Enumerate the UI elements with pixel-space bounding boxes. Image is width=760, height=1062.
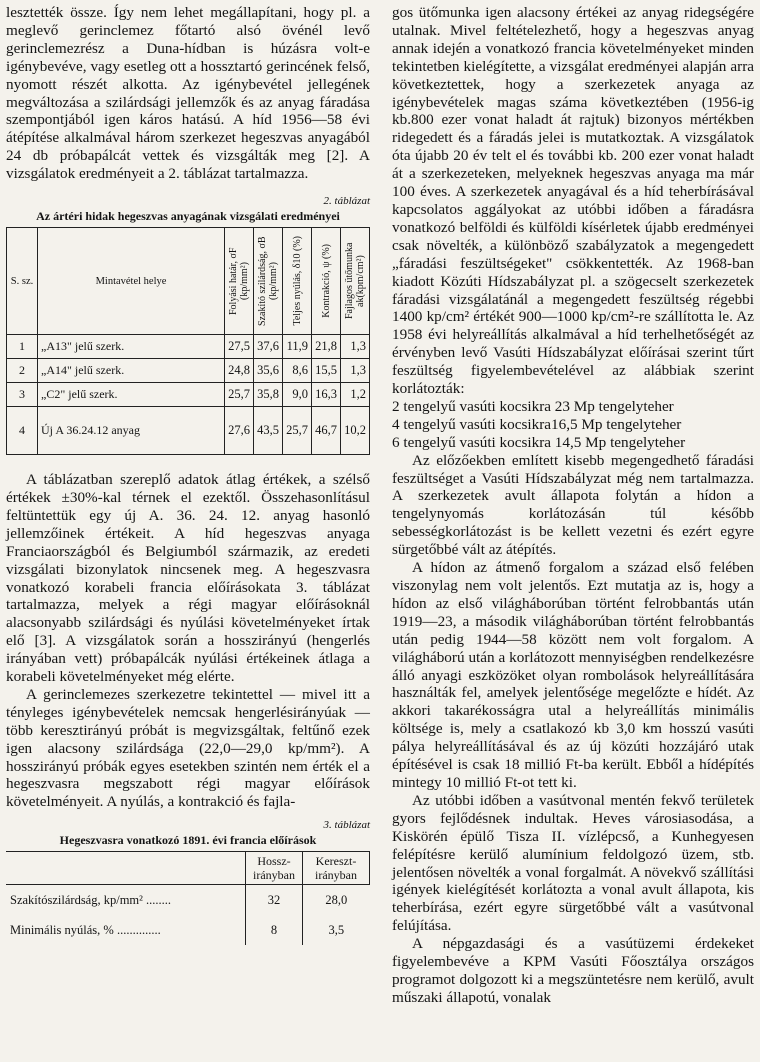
cell-value: 1,2 xyxy=(341,383,370,407)
cell-value: 43,5 xyxy=(254,407,283,455)
table2-header-elongation: Teljes nyúlás, δ10 (%) xyxy=(283,228,312,335)
row-place: „A14" jelű szerk. xyxy=(38,359,225,383)
row-place: Új A 36.24.12 anyag xyxy=(38,407,225,455)
table2-header-yield: Folyási határ, σF (kp/mm²) xyxy=(225,228,254,335)
cell-value: 35,8 xyxy=(254,383,283,407)
cell-value: 8,6 xyxy=(283,359,312,383)
table2-header-place: Mintavétel helye xyxy=(38,228,225,335)
cell-value: 28,0 xyxy=(303,885,370,916)
table2-title: Az ártéri hidak hegeszvas anyagának vizsgálati eredményei xyxy=(36,209,340,224)
table-row xyxy=(7,335,370,359)
paragraph: A táblázatban szereplő adatok átlag értékek, a szélső értékek ±30%-kal térnek el ezektől. Összehasonlításul feltüntettük egy új A. 36. 24. 12. anyag hasonló jellemzőinek értékeit. A híd hegeszvas anyaga Franciaországból és Belgiumból származik, az eredeti vizsgálati bizonylatok nincsenek meg. A hegeszvasra vonatkozó korabeli francia előírásokata 3. táblázat tartalmazza, melyek a régi magyar előírásoknál alacsonyabb szilárdsági és nyúlási követelményeket írtak elő [3]. A vizsgálatok során a hosszirányú (hengerlés irányában vett) próbapálcák nyúlási értékeinek átlaga a korabeli követelményeket még elérte. xyxy=(6,471,370,686)
row-place: „C2" jelű szerk. xyxy=(38,383,225,407)
cell-value: 25,7 xyxy=(225,383,254,407)
cell-value: 3,5 xyxy=(303,915,370,945)
cell-value: 9,0 xyxy=(283,383,312,407)
row-label: Minimális nyúlás, % .............. xyxy=(10,922,161,937)
table-row xyxy=(6,885,370,916)
table2-number: 2. táblázat xyxy=(323,195,370,208)
table-row xyxy=(6,915,370,945)
intro-paragraph: lesztették össze. Így nem lehet megállapítani, hogy pl. a meglevő gerinclemez főtartó alsó övénél levő gerinclemezrész a Duna-hídban is húzásra volt-e igénybevéve, vagy esetleg ott a hossztartó gerincének felső, nyomott részét alkotta. Az igénybevétel jellegének megváltozása a szilárdsági jellemzők és az anyag fáradása szempontjából igen káros hatású. A híd 1956—58 évi átépítése alkalmával három szerkezet hegeszvas anyagából 24 db próbapálcát vettek és vizsgálták meg [2]. A vizsgálatok eredményeit a 2. táblázat tartalmazza. xyxy=(6,4,370,183)
paragraph: Az utóbbi időben a vasútvonal mentén fekvő területek gyors fejlődésnek indultak. Heves városiasodása, a Kiskörén épülő Tisza II. vízlépcső, a Kunhegyesen felépítésre kerülő alumínium feldolgozó üzem, stb. jelentősen növelték a vonal forgalmát. A növekvő szállítási igények kielégítését korlátozta a vonal avult állapota, kis teherbírása, ezért egyre sürgetőbbé vált a vasútvonal felújítása. xyxy=(392,791,754,935)
list-item: 6 tengelyű vasúti kocsikra 14,5 Mp tengelyteher xyxy=(392,433,686,451)
table3-title: Hegeszvasra vonatkozó 1891. évi francia előírások xyxy=(59,833,317,848)
paragraph: Az előzőekben említett kisebb megengedhető fáradási feszültséget a Vasúti Hídszabályzat még nem tartalmazza. A szerkezetek avult állapota folytán a hídon a tengelynyomás korlátozásán túl később sebességkorlátozást is be kellett vezetni és ezért egyre sürgetőbbé vált az átépítés. xyxy=(392,451,754,559)
cell-value: 21,8 xyxy=(312,335,341,359)
left-column xyxy=(6,4,370,945)
cell-value: 27,6 xyxy=(225,407,254,455)
cell-value: 46,7 xyxy=(312,407,341,455)
cell-value: 27,5 xyxy=(225,335,254,359)
table2 xyxy=(6,227,370,455)
table3 xyxy=(6,851,370,945)
table3-header-cross: Kereszt-irányban xyxy=(303,852,370,885)
axle-load-list xyxy=(392,398,754,452)
table2-header-sz: S. sz. xyxy=(7,228,38,335)
table2-header-tensile: Szakító szilárdság, σB (kp/mm²) xyxy=(254,228,283,335)
cell-value: 37,6 xyxy=(254,335,283,359)
table3-header-long: Hossz-irányban xyxy=(246,852,303,885)
right-column xyxy=(392,4,754,1007)
table-row xyxy=(7,383,370,407)
paragraph: gos ütőmunka igen alacsony értékei az anyag ridegségére utalnak. Mivel feltételezhető, hogy a hegeszvas anyag annak idején a vonatkozó francia követelményeket minden tekintetben kielégítette, a vizsgálat eredményei alapján arra következtettek, hogy a szerkezetek anyaga az igénybevételek magas száma következtében (1956-ig kb.800 ezer vonat haladt át rajtuk) bizonyos mértékben ridegedett és a fáradás jelei is mutatkoztak. A vizsgálatok óta újabb 20 év telt el és további kb. 200 ezer vonat haladt át a szerkezeteken, melyeknek hegeszvas anyaga ma már 100 éves. A szerkezetek anyagával és a híd teherbírásával kapcsolatos aggályokat az utóbbi időben a fáradásra vonatkozó belföldi és külföldi kísérletek újabb eredményei csak növelték, a különböző szabályzatok a megengedett „fáradási feszültségeket" csökkentették. Az 1968-ban kiadott Közúti Hídszabályzat pl. a szögecselt szerkezetek fáradási vizsgálatánál a megengedett feszültség régebbi 1400 kp/cm² értékét 900—1000 kp/cm²-re szállította le. Az 1958 évi helyreállítás alkalmával a híd terhelhetőségét az érvényben levő Vasúti Hídszabályzat előírásai szerint tűrt feszültség figyelembevételével az alábbiak szerint korlátozták: xyxy=(392,4,754,398)
table2-header-contraction: Kontrakció, ψ (%) xyxy=(312,228,341,335)
paragraph: A népgazdasági és a vasútüzemi érdekeket figyelembevéve a KPM Vasúti Főosztálya országos programot dolgozott ki a megszüntetésre nem kerülő, avult műszaki állapotú, vonalak xyxy=(392,935,754,1006)
table-row xyxy=(7,407,370,455)
cell-value: 24,8 xyxy=(225,359,254,383)
list-item: 2 tengelyű vasúti kocsikra 23 Mp tengelyteher xyxy=(392,397,674,415)
table-row xyxy=(7,359,370,383)
cell-value: 35,6 xyxy=(254,359,283,383)
cell-value: 16,3 xyxy=(312,383,341,407)
row-place: „A13" jelű szerk. xyxy=(38,335,225,359)
paragraph: A gerinclemezes szerkezetre tekintettel — mivel itt a tényleges igénybevételek nemcsak hengerlésirányúak — több keresztirányú próbát is megvizsgáltak, feltűnő ezek igen alacsony szilárdsága (22,0—29,0 kp/mm²). A hosszirányú próbák egyes esetekben szintén nem érték el a hegeszvasra megszabott régi magyar előírások követelményeit. A nyúlás, a kontrakció és fajla- xyxy=(6,685,370,811)
cell-value: 10,2 xyxy=(341,407,370,455)
cell-value: 32 xyxy=(246,885,303,916)
list-item: 4 tengelyű vasúti kocsikra16,5 Mp tengelyteher xyxy=(392,415,682,433)
cell-value: 1,3 xyxy=(341,359,370,383)
table3-blank-header xyxy=(6,852,246,885)
paragraph: A hídon az átmenő forgalom a század első felében viszonylag nem volt jelentős. Ezt mutatja az is, hogy a hídon az első világháborúban történt felrobbantás után 1919—23, a második világháborúban történt felrobbantás után pedig 1944—58 között nem volt forgalom. A világháború után a korlátozott mennyiségben rendelkezésre álló anyagi eszközöket olyan rombolások helyreállítására használták fel, amelyek jelentősége megelőzte e hídét. Az akkori takarékosságra utal a helyreállítás minimális költsége is, mely a csatlakozó kb 3,0 km hosszú vasúti pálya helyreállításával és az új közúti hozzájáró utak építésével is csak 18 millió Ft-ba került. Ebből a hídépítés mintegy 10 millió Ft-ot tett ki. xyxy=(392,559,754,791)
table3-number: 3. táblázat xyxy=(323,819,370,832)
row-number: 3 xyxy=(7,383,38,407)
row-number: 4 xyxy=(7,407,38,455)
row-number: 1 xyxy=(7,335,38,359)
table2-header-impact: Fajlagos ütőmunka ak(kpm/cm²) xyxy=(341,228,370,335)
row-number: 2 xyxy=(7,359,38,383)
row-label: Szakítószilárdság, kp/mm² ........ xyxy=(10,892,172,907)
cell-value: 15,5 xyxy=(312,359,341,383)
cell-value: 1,3 xyxy=(341,335,370,359)
cell-value: 11,9 xyxy=(283,335,312,359)
cell-value: 8 xyxy=(246,915,303,945)
cell-value: 25,7 xyxy=(283,407,312,455)
